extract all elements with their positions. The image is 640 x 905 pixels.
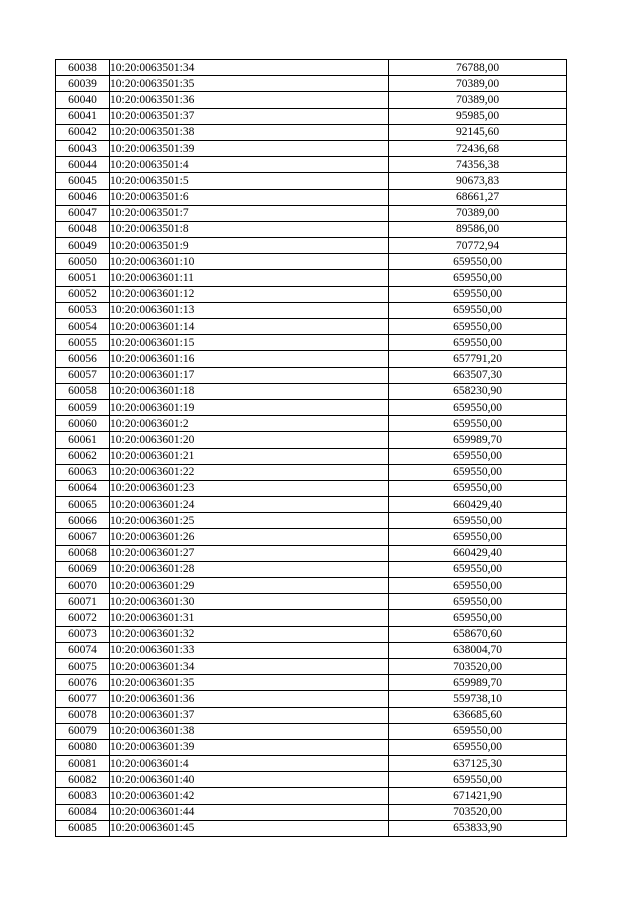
cadastral-value-cell: 659550,00 xyxy=(389,286,567,302)
cadastral-value-cell: 89586,00 xyxy=(389,221,567,237)
cadastral-number-cell: 10:20:0063601:10 xyxy=(110,254,389,270)
table-row xyxy=(56,60,567,76)
record-number-cell: 60075 xyxy=(56,658,110,674)
cadastral-number-cell: 10:20:0063601:15 xyxy=(110,335,389,351)
cadastral-value-cell: 637125,30 xyxy=(389,756,567,772)
cadastral-value-cell: 95985,00 xyxy=(389,108,567,124)
record-number-cell: 60068 xyxy=(56,545,110,561)
record-number-cell: 60072 xyxy=(56,610,110,626)
cadastral-value-cell: 659550,00 xyxy=(389,513,567,529)
cadastral-number-cell: 10:20:0063601:40 xyxy=(110,772,389,788)
cadastral-number-cell: 10:20:0063601:16 xyxy=(110,351,389,367)
table-row xyxy=(56,140,567,156)
cadastral-value-cell: 659550,00 xyxy=(389,270,567,286)
cadastral-value-cell: 90673,83 xyxy=(389,173,567,189)
record-number-cell: 60055 xyxy=(56,335,110,351)
cadastral-value-cell: 671421,90 xyxy=(389,788,567,804)
table-row xyxy=(56,432,567,448)
cadastral-value-cell: 70389,00 xyxy=(389,205,567,221)
record-number-cell: 60058 xyxy=(56,383,110,399)
record-number-cell: 60062 xyxy=(56,448,110,464)
cadastral-number-cell: 10:20:0063601:33 xyxy=(110,642,389,658)
cadastral-number-cell: 10:20:0063601:39 xyxy=(110,739,389,755)
record-number-cell: 60041 xyxy=(56,108,110,124)
table-row xyxy=(56,448,567,464)
cadastral-value-cell: 659550,00 xyxy=(389,723,567,739)
cadastral-number-cell: 10:20:0063601:20 xyxy=(110,432,389,448)
cadastral-number-cell: 10:20:0063501:9 xyxy=(110,238,389,254)
table-row xyxy=(56,642,567,658)
record-number-cell: 60047 xyxy=(56,205,110,221)
record-number-cell: 60077 xyxy=(56,691,110,707)
record-number-cell: 60063 xyxy=(56,464,110,480)
cadastral-value-cell: 559738,10 xyxy=(389,691,567,707)
cadastral-value-cell: 659550,00 xyxy=(389,416,567,432)
cadastral-number-cell: 10:20:0063601:26 xyxy=(110,529,389,545)
cadastral-value-cell: 659550,00 xyxy=(389,302,567,318)
cadastral-number-cell: 10:20:0063501:6 xyxy=(110,189,389,205)
cadastral-number-cell: 10:20:0063601:21 xyxy=(110,448,389,464)
table-row xyxy=(56,788,567,804)
table-row xyxy=(56,756,567,772)
cadastral-value-cell: 70389,00 xyxy=(389,92,567,108)
table-row xyxy=(56,351,567,367)
cadastral-value-cell: 70389,00 xyxy=(389,76,567,92)
table-row xyxy=(56,480,567,496)
table-row xyxy=(56,205,567,221)
record-number-cell: 60084 xyxy=(56,804,110,820)
table-row xyxy=(56,594,567,610)
cadastral-value-cell: 658230,90 xyxy=(389,383,567,399)
cadastral-value-cell: 74356,38 xyxy=(389,157,567,173)
cadastral-number-cell: 10:20:0063601:42 xyxy=(110,788,389,804)
record-number-cell: 60061 xyxy=(56,432,110,448)
cadastral-value-cell: 72436,68 xyxy=(389,140,567,156)
cadastral-value-cell: 659550,00 xyxy=(389,464,567,480)
table-row xyxy=(56,610,567,626)
cadastral-value-cell: 92145,60 xyxy=(389,124,567,140)
record-number-cell: 60052 xyxy=(56,286,110,302)
cadastral-number-cell: 10:20:0063601:27 xyxy=(110,545,389,561)
cadastral-value-cell: 660429,40 xyxy=(389,497,567,513)
cadastral-number-cell: 10:20:0063501:36 xyxy=(110,92,389,108)
cadastral-number-cell: 10:20:0063601:25 xyxy=(110,513,389,529)
record-number-cell: 60050 xyxy=(56,254,110,270)
cadastral-value-cell: 659550,00 xyxy=(389,480,567,496)
table-row xyxy=(56,416,567,432)
cadastral-value-cell: 663507,30 xyxy=(389,367,567,383)
record-number-cell: 60053 xyxy=(56,302,110,318)
table-row xyxy=(56,254,567,270)
table-row xyxy=(56,578,567,594)
record-number-cell: 60040 xyxy=(56,92,110,108)
table-row xyxy=(56,302,567,318)
record-number-cell: 60085 xyxy=(56,820,110,836)
cadastral-number-cell: 10:20:0063601:29 xyxy=(110,578,389,594)
record-number-cell: 60065 xyxy=(56,497,110,513)
cadastral-number-cell: 10:20:0063501:38 xyxy=(110,124,389,140)
table-row xyxy=(56,804,567,820)
cadastral-value-cell: 703520,00 xyxy=(389,658,567,674)
cadastral-number-cell: 10:20:0063501:39 xyxy=(110,140,389,156)
record-number-cell: 60038 xyxy=(56,60,110,76)
table-row xyxy=(56,76,567,92)
record-number-cell: 60049 xyxy=(56,238,110,254)
cadastral-number-cell: 10:20:0063601:22 xyxy=(110,464,389,480)
cadastral-value-cell: 659550,00 xyxy=(389,561,567,577)
cadastral-number-cell: 10:20:0063601:36 xyxy=(110,691,389,707)
cadastral-value-cell: 70772,94 xyxy=(389,238,567,254)
table-row xyxy=(56,691,567,707)
table-row xyxy=(56,221,567,237)
table-row xyxy=(56,238,567,254)
record-number-cell: 60064 xyxy=(56,480,110,496)
record-number-cell: 60073 xyxy=(56,626,110,642)
record-number-cell: 60083 xyxy=(56,788,110,804)
record-number-cell: 60082 xyxy=(56,772,110,788)
cadastral-number-cell: 10:20:0063601:37 xyxy=(110,707,389,723)
record-number-cell: 60060 xyxy=(56,416,110,432)
table-row xyxy=(56,270,567,286)
record-number-cell: 60045 xyxy=(56,173,110,189)
table-row xyxy=(56,92,567,108)
cadastral-number-cell: 10:20:0063501:34 xyxy=(110,60,389,76)
record-number-cell: 60043 xyxy=(56,140,110,156)
record-number-cell: 60079 xyxy=(56,723,110,739)
table-row xyxy=(56,529,567,545)
cadastral-number-cell: 10:20:0063601:24 xyxy=(110,497,389,513)
cadastral-number-cell: 10:20:0063501:35 xyxy=(110,76,389,92)
cadastral-number-cell: 10:20:0063601:17 xyxy=(110,367,389,383)
cadastral-value-cell: 657791,20 xyxy=(389,351,567,367)
cadastral-number-cell: 10:20:0063601:18 xyxy=(110,383,389,399)
cadastral-value-cell: 68661,27 xyxy=(389,189,567,205)
cadastral-value-cell: 659550,00 xyxy=(389,319,567,335)
cadastral-number-cell: 10:20:0063601:19 xyxy=(110,399,389,415)
cadastral-value-cell: 636685,60 xyxy=(389,707,567,723)
record-number-cell: 60066 xyxy=(56,513,110,529)
table-row xyxy=(56,561,567,577)
cadastral-number-cell: 10:20:0063601:11 xyxy=(110,270,389,286)
table-row xyxy=(56,739,567,755)
cadastral-number-cell: 10:20:0063501:7 xyxy=(110,205,389,221)
table-row xyxy=(56,675,567,691)
record-number-cell: 60042 xyxy=(56,124,110,140)
record-number-cell: 60076 xyxy=(56,675,110,691)
cadastral-value-cell: 659550,00 xyxy=(389,448,567,464)
cadastral-value-cell: 659550,00 xyxy=(389,739,567,755)
cadastral-value-cell: 703520,00 xyxy=(389,804,567,820)
cadastral-number-cell: 10:20:0063601:14 xyxy=(110,319,389,335)
cadastral-value-cell: 659550,00 xyxy=(389,399,567,415)
table-row xyxy=(56,464,567,480)
record-number-cell: 60074 xyxy=(56,642,110,658)
cadastral-value-cell: 76788,00 xyxy=(389,60,567,76)
cadastral-number-cell: 10:20:0063601:2 xyxy=(110,416,389,432)
table-row xyxy=(56,108,567,124)
table-row xyxy=(56,286,567,302)
record-number-cell: 60051 xyxy=(56,270,110,286)
cadastral-number-cell: 10:20:0063601:34 xyxy=(110,658,389,674)
cadastral-number-cell: 10:20:0063601:44 xyxy=(110,804,389,820)
record-number-cell: 60046 xyxy=(56,189,110,205)
cadastral-value-cell: 660429,40 xyxy=(389,545,567,561)
table-row xyxy=(56,157,567,173)
cadastral-number-cell: 10:20:0063501:37 xyxy=(110,108,389,124)
table-row xyxy=(56,335,567,351)
cadastral-value-cell: 659989,70 xyxy=(389,432,567,448)
record-number-cell: 60056 xyxy=(56,351,110,367)
table-row xyxy=(56,545,567,561)
cadastral-value-cell: 659550,00 xyxy=(389,578,567,594)
table-row xyxy=(56,820,567,836)
table-row xyxy=(56,399,567,415)
table-row xyxy=(56,497,567,513)
cadastral-value-cell: 653833,90 xyxy=(389,820,567,836)
record-number-cell: 60054 xyxy=(56,319,110,335)
cadastral-number-cell: 10:20:0063601:35 xyxy=(110,675,389,691)
table-row xyxy=(56,723,567,739)
cadastral-value-table xyxy=(55,59,567,837)
table-row xyxy=(56,658,567,674)
table-row xyxy=(56,173,567,189)
table-row xyxy=(56,626,567,642)
record-number-cell: 60048 xyxy=(56,221,110,237)
cadastral-value-cell: 659550,00 xyxy=(389,594,567,610)
cadastral-value-cell: 659550,00 xyxy=(389,529,567,545)
record-number-cell: 60081 xyxy=(56,756,110,772)
table-row xyxy=(56,707,567,723)
table-row xyxy=(56,189,567,205)
table-row xyxy=(56,383,567,399)
table-row xyxy=(56,513,567,529)
cadastral-number-cell: 10:20:0063601:31 xyxy=(110,610,389,626)
table-row xyxy=(56,319,567,335)
cadastral-number-cell: 10:20:0063601:38 xyxy=(110,723,389,739)
record-number-cell: 60044 xyxy=(56,157,110,173)
cadastral-number-cell: 10:20:0063601:28 xyxy=(110,561,389,577)
cadastral-number-cell: 10:20:0063501:4 xyxy=(110,157,389,173)
cadastral-number-cell: 10:20:0063601:30 xyxy=(110,594,389,610)
cadastral-number-cell: 10:20:0063601:32 xyxy=(110,626,389,642)
cadastral-number-cell: 10:20:0063601:45 xyxy=(110,820,389,836)
cadastral-value-cell: 659989,70 xyxy=(389,675,567,691)
cadastral-number-cell: 10:20:0063601:13 xyxy=(110,302,389,318)
cadastral-number-cell: 10:20:0063601:23 xyxy=(110,480,389,496)
record-number-cell: 60059 xyxy=(56,399,110,415)
record-number-cell: 60071 xyxy=(56,594,110,610)
cadastral-value-cell: 659550,00 xyxy=(389,772,567,788)
record-number-cell: 60039 xyxy=(56,76,110,92)
record-number-cell: 60069 xyxy=(56,561,110,577)
cadastral-number-cell: 10:20:0063501:5 xyxy=(110,173,389,189)
table-row xyxy=(56,772,567,788)
record-number-cell: 60080 xyxy=(56,739,110,755)
record-number-cell: 60070 xyxy=(56,578,110,594)
cadastral-number-cell: 10:20:0063601:4 xyxy=(110,756,389,772)
record-number-cell: 60057 xyxy=(56,367,110,383)
cadastral-number-cell: 10:20:0063601:12 xyxy=(110,286,389,302)
table-row xyxy=(56,124,567,140)
cadastral-value-cell: 659550,00 xyxy=(389,335,567,351)
cadastral-value-cell: 659550,00 xyxy=(389,254,567,270)
record-number-cell: 60067 xyxy=(56,529,110,545)
record-number-cell: 60078 xyxy=(56,707,110,723)
cadastral-number-cell: 10:20:0063501:8 xyxy=(110,221,389,237)
table-row xyxy=(56,367,567,383)
cadastral-value-cell: 638004,70 xyxy=(389,642,567,658)
cadastral-value-cell: 658670,60 xyxy=(389,626,567,642)
cadastral-value-cell: 659550,00 xyxy=(389,610,567,626)
table-body xyxy=(56,60,567,837)
